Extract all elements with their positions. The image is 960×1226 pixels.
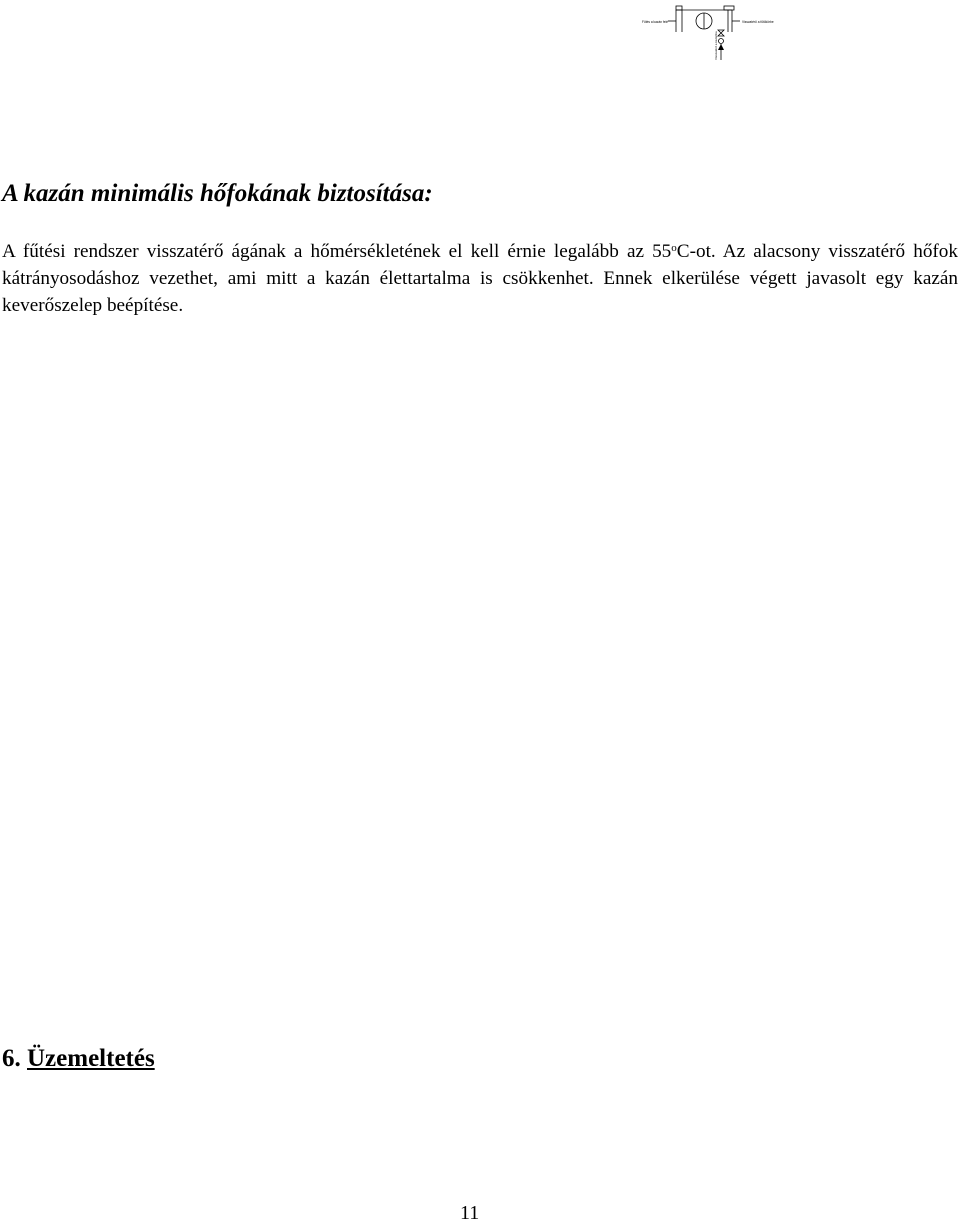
- paragraph-part-1: A fűtési rendszer visszatérő ágának a hőmérsékletének el kell érnie legalább az 55: [2, 241, 672, 262]
- diagram-label-left: Fűtés a kazán felé: [642, 20, 669, 24]
- page-number: 11: [460, 1202, 480, 1224]
- mixing-valve-diagram: [640, 4, 785, 62]
- degree-symbol: o: [671, 242, 677, 254]
- body-paragraph: [2, 238, 958, 319]
- chapter-title-text: Üzemeltetés: [27, 1045, 155, 1072]
- diagram-label-right: Visszatérő a fűtőkörbe: [742, 20, 774, 24]
- paragraph-part-2: C-ot. Az alacsony visszatérő hőfok kátrányosodáshoz vezethet, ami mitt a kazán élettartalma is csökkenhet. Ennek elkerülése végett javasolt egy kazán keverőszelep beépítése.: [2, 241, 958, 316]
- section-heading: A kazán minimális hőfokának biztosítása:: [2, 180, 433, 207]
- diagram-label-vertical: Visszatérő a kazánba: [714, 31, 718, 60]
- chapter-title: [2, 1042, 155, 1076]
- chapter-number: 6.: [2, 1045, 21, 1072]
- arrow-up-icon: [718, 44, 724, 50]
